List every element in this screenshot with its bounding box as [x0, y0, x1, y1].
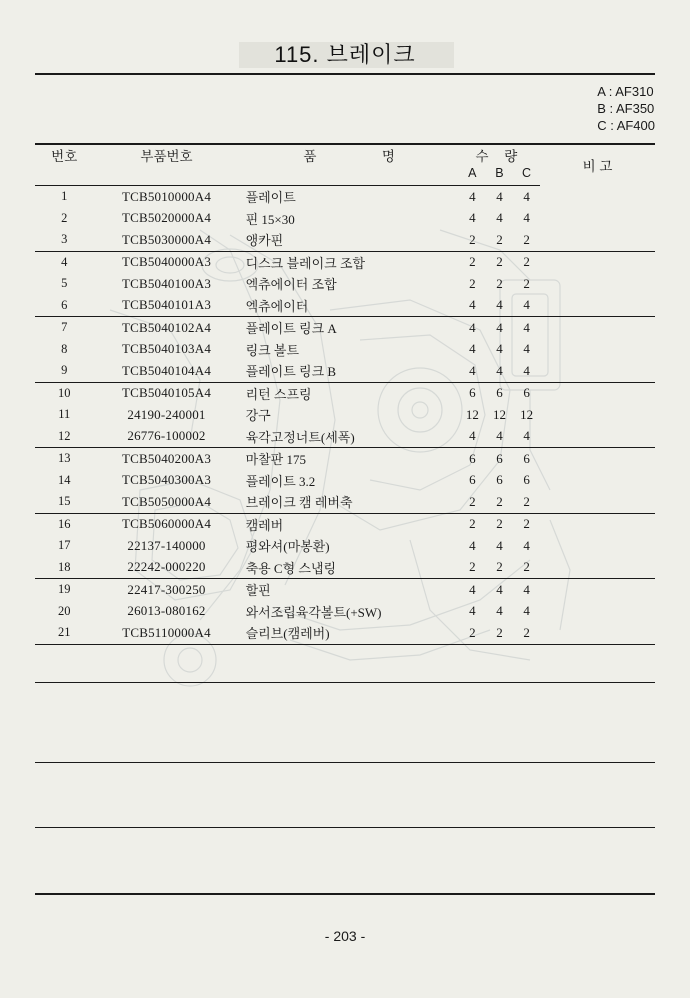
row-qty-a: 4	[469, 319, 476, 335]
row-no: 17	[57, 538, 71, 553]
row-name: 엑츄에이터	[240, 295, 459, 317]
row-qty-c: 4	[523, 341, 530, 357]
table-row	[35, 535, 655, 557]
row-qty-a: 4	[459, 295, 486, 317]
row-no: 1	[61, 189, 68, 204]
row-remark	[540, 404, 655, 426]
row-name: 와서조립육각볼트(+SW)	[245, 604, 382, 620]
row-qty-a: 2	[459, 557, 486, 579]
row-no: 20	[57, 603, 71, 618]
header-no: 번호	[51, 149, 78, 164]
row-remark	[540, 273, 655, 295]
blank-section-rule-3	[35, 827, 655, 828]
row-no: 7	[61, 320, 68, 335]
row-qty-b: 6	[496, 450, 503, 466]
row-qty-c: 2	[513, 229, 540, 251]
blank-section-rule-2	[35, 762, 655, 763]
row-qty-c: 2	[513, 491, 540, 513]
row-remark	[540, 251, 655, 273]
row-qty-a: 4	[469, 210, 476, 226]
row-part-number: TCB5040000A3	[121, 254, 212, 270]
table-row	[35, 382, 655, 404]
row-qty-a: 4	[469, 188, 476, 204]
row-remark	[540, 601, 655, 623]
row-qty-c: 4	[523, 319, 530, 335]
row-qty-c: 6	[523, 450, 530, 466]
row-name: 엑츄에이터 조합	[245, 277, 337, 293]
row-part-number: 22417-300250	[127, 581, 206, 597]
row-qty-a: 4	[469, 603, 476, 619]
row-qty-a: 6	[469, 472, 476, 488]
table-row	[35, 601, 655, 623]
row-qty-b: 4	[486, 360, 513, 382]
table-row	[35, 360, 655, 382]
row-qty-b: 2	[486, 557, 513, 579]
row-part-number: TCB5110000A4	[93, 622, 239, 644]
header-part-number: 부품번호	[140, 149, 193, 164]
row-remark	[540, 622, 655, 644]
header-qty-a: A	[459, 166, 486, 186]
row-no: 8	[61, 341, 68, 356]
row-part-number: TCB5040100A3	[121, 275, 212, 291]
table-row	[35, 448, 655, 470]
row-no: 12	[35, 426, 93, 448]
row-name: 플레이트 링크 A	[245, 321, 337, 337]
row-qty-b: 4	[486, 426, 513, 448]
row-qty-b: 2	[496, 516, 503, 532]
blank-section-rule-1	[35, 682, 655, 683]
model-legend	[597, 83, 655, 134]
row-part-number: TCB5040102A4	[121, 319, 212, 335]
row-qty-b: 2	[486, 491, 513, 513]
row-part-number: 26013-080162	[127, 603, 206, 619]
row-part-number: TCB5050000A4	[93, 491, 239, 513]
table-row	[35, 622, 655, 644]
row-name: 평와셔(마봉환)	[245, 539, 330, 555]
row-qty-b: 4	[496, 188, 503, 204]
row-part-number: TCB5040200A3	[121, 450, 212, 466]
row-remark	[540, 317, 655, 339]
row-qty-c: 6	[523, 385, 530, 401]
row-qty-a: 2	[469, 254, 476, 270]
row-qty-b: 2	[496, 275, 503, 291]
table-row	[35, 513, 655, 535]
row-part-number: TCB5040101A3	[93, 295, 239, 317]
row-qty-a: 4	[469, 341, 476, 357]
row-qty-c: 4	[523, 210, 530, 226]
row-name: 축용 C형 스냅링	[240, 557, 459, 579]
row-remark	[540, 513, 655, 535]
row-part-number: TCB5020000A4	[121, 210, 212, 226]
table-row	[35, 295, 655, 317]
row-name: 슬리브(캠레버)	[240, 622, 459, 644]
row-name: 할핀	[245, 583, 271, 599]
row-name: 핀 15×30	[245, 211, 295, 227]
row-qty-a: 4	[469, 581, 476, 597]
row-no: 15	[35, 491, 93, 513]
row-qty-b: 12	[492, 406, 506, 422]
row-name: 강구	[245, 408, 271, 424]
row-no: 14	[57, 472, 71, 487]
row-remark	[540, 360, 655, 382]
row-qty-b: 2	[486, 622, 513, 644]
row-qty-c: 4	[523, 537, 530, 553]
row-qty-b: 2	[496, 254, 503, 270]
row-qty-a: 2	[459, 622, 486, 644]
row-name: 앵카핀	[240, 229, 459, 251]
header-remark: 비 고	[582, 158, 613, 174]
table-row	[35, 208, 655, 230]
row-part-number: TCB5040105A4	[121, 385, 212, 401]
row-qty-c: 2	[513, 622, 540, 644]
row-name: 플레이트 3.2	[245, 473, 316, 489]
row-no: 16	[57, 516, 71, 531]
row-remark	[540, 339, 655, 361]
row-part-number: 24190-240001	[127, 406, 206, 422]
page-number: - 203 -	[324, 928, 366, 944]
row-qty-c: 2	[513, 557, 540, 579]
row-no: 3	[35, 229, 93, 251]
row-remark	[540, 491, 655, 513]
header-qty-b: B	[486, 166, 513, 186]
row-part-number: TCB5010000A4	[121, 188, 212, 204]
row-no: 21	[35, 622, 93, 644]
row-qty-c: 6	[523, 472, 530, 488]
row-part-number: TCB5030000A4	[93, 229, 239, 251]
row-no: 9	[35, 360, 93, 382]
table-row	[35, 557, 655, 579]
row-name: 플레이트 링크 B	[240, 360, 459, 382]
table-header-row	[35, 144, 655, 166]
row-qty-a: 4	[459, 360, 486, 382]
row-no: 6	[35, 295, 93, 317]
row-qty-b: 2	[486, 229, 513, 251]
row-qty-b: 4	[496, 581, 503, 597]
row-qty-a: 6	[469, 450, 476, 466]
header-name-left: 품	[303, 149, 317, 164]
row-name: 마찰판 175	[245, 452, 306, 468]
row-qty-c: 2	[523, 254, 530, 270]
top-rule	[35, 73, 655, 75]
row-qty-c: 2	[523, 275, 530, 291]
row-part-number: TCB5040104A4	[93, 360, 239, 382]
legend-item-b: B : AF350	[597, 101, 655, 116]
row-qty-a: 2	[469, 275, 476, 291]
parts-table	[35, 144, 655, 645]
row-qty-c: 4	[523, 188, 530, 204]
row-no: 2	[61, 210, 68, 225]
row-qty-b: 6	[496, 472, 503, 488]
row-qty-a: 12	[465, 406, 479, 422]
row-qty-c: 4	[523, 581, 530, 597]
row-no: 5	[61, 276, 68, 291]
row-name: 브레이크 캠 레버축	[240, 491, 459, 513]
row-qty-a: 2	[459, 491, 486, 513]
row-no: 18	[35, 557, 93, 579]
row-qty-c: 4	[513, 295, 540, 317]
row-name: 육각고정너트(세폭)	[240, 426, 459, 448]
table-row	[35, 273, 655, 295]
row-qty-a: 2	[459, 229, 486, 251]
row-no: 13	[57, 451, 71, 466]
header-name-right: 명	[381, 149, 395, 164]
table-row	[35, 426, 655, 448]
row-remark	[540, 448, 655, 470]
row-remark	[540, 229, 655, 251]
row-part-number: 22137-140000	[127, 537, 206, 553]
row-remark	[540, 426, 655, 448]
header-qty-c: C	[513, 166, 540, 186]
row-qty-c: 2	[523, 516, 530, 532]
table-row	[35, 491, 655, 513]
row-name: 링크 볼트	[245, 342, 300, 358]
legend-item-a: A : AF310	[597, 84, 654, 99]
row-qty-b: 4	[496, 537, 503, 553]
row-part-number: 26776-100002	[93, 426, 239, 448]
row-qty-c: 12	[520, 406, 534, 422]
page-title: 115. 브레이크	[274, 42, 416, 67]
blank-section-rule-4	[35, 893, 655, 895]
row-name: 리턴 스프링	[245, 386, 312, 402]
row-qty-b: 4	[486, 295, 513, 317]
row-qty-a: 6	[469, 385, 476, 401]
legend-item-c: C : AF400	[597, 118, 655, 133]
row-no: 19	[57, 582, 71, 597]
row-remark	[540, 208, 655, 230]
table-row	[35, 404, 655, 426]
table-row	[35, 339, 655, 361]
header-qty-title: 수 량	[475, 149, 524, 164]
table-row	[35, 186, 655, 208]
table-row	[35, 579, 655, 601]
row-qty-b: 6	[496, 385, 503, 401]
row-qty-a: 4	[459, 426, 486, 448]
row-qty-c: 4	[523, 603, 530, 619]
row-qty-c: 4	[513, 360, 540, 382]
row-qty-a: 4	[469, 537, 476, 553]
row-part-number: TCB5060000A4	[121, 516, 212, 532]
row-remark	[540, 557, 655, 579]
row-qty-b: 4	[496, 603, 503, 619]
row-remark	[540, 382, 655, 404]
table-row	[35, 251, 655, 273]
table-row	[35, 229, 655, 251]
row-name: 플레이트	[245, 190, 296, 206]
row-no: 11	[58, 407, 71, 422]
header-name	[240, 144, 459, 166]
row-remark	[540, 295, 655, 317]
row-remark	[540, 579, 655, 601]
row-name: 캠레버	[245, 517, 284, 533]
table-row	[35, 317, 655, 339]
row-name: 디스크 블레이크 조합	[245, 255, 366, 271]
row-no: 10	[57, 385, 71, 400]
row-qty-c: 4	[513, 426, 540, 448]
row-remark	[540, 186, 655, 208]
row-qty-b: 4	[496, 319, 503, 335]
row-remark	[540, 535, 655, 557]
row-part-number: TCB5040103A4	[121, 341, 212, 357]
row-remark	[540, 470, 655, 492]
row-part-number: 22242-000220	[93, 557, 239, 579]
table-row	[35, 470, 655, 492]
row-qty-b: 4	[496, 210, 503, 226]
row-qty-b: 4	[496, 341, 503, 357]
row-no: 4	[61, 254, 68, 269]
row-part-number: TCB5040300A3	[121, 472, 212, 488]
row-qty-a: 2	[469, 516, 476, 532]
